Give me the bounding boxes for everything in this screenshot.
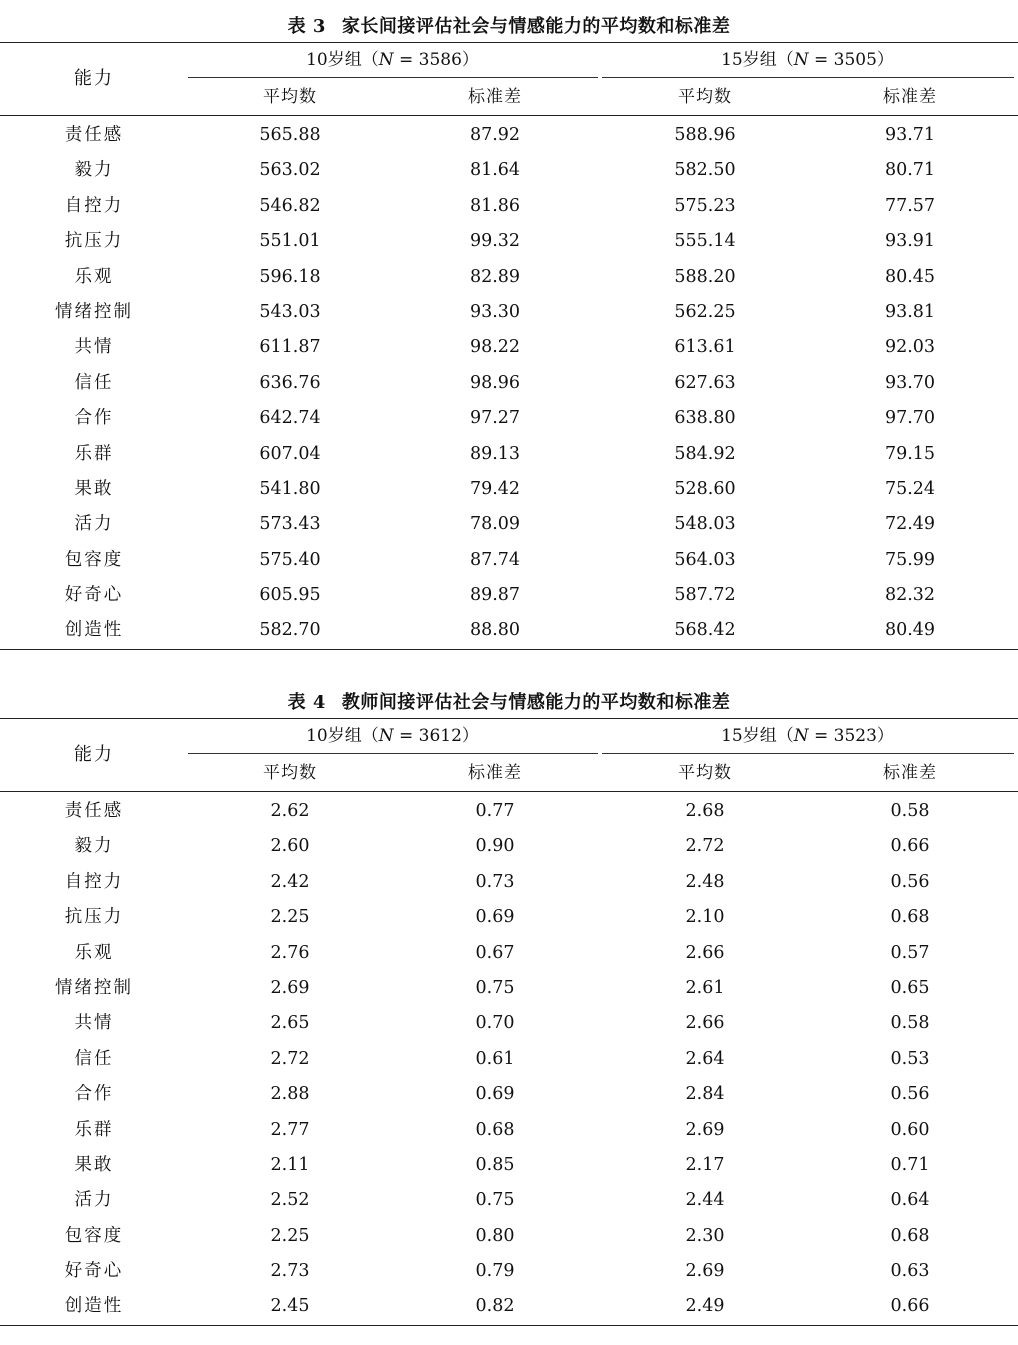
- header-group-10: [190, 43, 595, 79]
- table-row: [0, 1219, 1018, 1254]
- cell-sd-15: 80.49: [884, 620, 936, 641]
- cell-sd-10: 81.86: [469, 195, 521, 216]
- cell-sd-15: 0.58: [890, 1013, 930, 1034]
- cell-mean-10: 543.03: [259, 301, 321, 322]
- cell-sd-10: 87.74: [469, 549, 521, 570]
- cell-ability: 自控力: [64, 195, 124, 216]
- cell-sd-15: 93.71: [884, 125, 936, 145]
- cell-sd-15: 80.71: [884, 160, 936, 181]
- cell-sd-15: 92.03: [884, 337, 936, 358]
- cell-mean-10: 2.25: [270, 907, 310, 928]
- cell-mean-15: 2.66: [685, 942, 725, 963]
- cell-mean-10: 2.62: [270, 801, 310, 821]
- cell-sd-10: 82.89: [469, 266, 521, 287]
- cell-sd-10: 93.30: [469, 301, 521, 322]
- group-suffix: = 3586）: [393, 50, 479, 70]
- cell-sd-10: 0.75: [475, 977, 515, 998]
- cell-mean-10: 2.60: [270, 836, 310, 857]
- cell-mean-15: 568.42: [674, 620, 736, 641]
- cell-mean-10: 541.80: [259, 478, 321, 499]
- cell-mean-10: 607.04: [259, 443, 321, 464]
- table-row: [0, 507, 1018, 542]
- cell-sd-10: 88.80: [469, 620, 521, 641]
- cell-sd-10: 79.42: [469, 478, 521, 499]
- header-sd: 标准差: [883, 763, 937, 783]
- cell-sd-15: 80.45: [884, 266, 936, 287]
- cell-sd-15: 97.70: [884, 408, 936, 429]
- cell-mean-15: 2.17: [685, 1154, 725, 1175]
- cell-sd-10: 81.64: [469, 160, 521, 181]
- table-row: [0, 118, 1018, 153]
- cell-mean-10: 546.82: [259, 195, 321, 216]
- cell-sd-10: 0.70: [475, 1013, 515, 1034]
- group-underline: [602, 77, 1014, 78]
- table-row: [0, 794, 1018, 829]
- cell-mean-15: 584.92: [674, 443, 736, 464]
- cell-sd-15: 0.60: [890, 1119, 930, 1140]
- cell-sd-15: 75.24: [884, 478, 936, 499]
- header-group-15: [605, 719, 1010, 755]
- cell-sd-10: 0.67: [475, 942, 515, 963]
- group-suffix: = 3612）: [393, 726, 479, 746]
- table-row: [0, 1006, 1018, 1041]
- cell-ability: 乐观: [74, 266, 114, 287]
- group-prefix: 10岁组（: [306, 50, 379, 70]
- table-row: [0, 543, 1018, 578]
- table-row: [0, 295, 1018, 330]
- table-row: [0, 971, 1018, 1006]
- table-header: [0, 718, 1018, 792]
- table-row: [0, 472, 1018, 507]
- header-sd: 标准差: [468, 87, 522, 107]
- table-body: [0, 116, 1018, 650]
- cell-sd-15: 75.99: [884, 549, 936, 570]
- table-row: [0, 1183, 1018, 1218]
- cell-mean-15: 575.23: [674, 195, 736, 216]
- cell-mean-10: 605.95: [259, 585, 321, 606]
- table-row: [0, 189, 1018, 224]
- cell-mean-10: 582.70: [259, 620, 321, 641]
- cell-sd-15: 77.57: [884, 195, 936, 216]
- cell-ability: 情绪控制: [55, 301, 133, 322]
- cell-mean-10: 2.11: [270, 1154, 310, 1175]
- group-suffix: = 3523）: [808, 726, 894, 746]
- table-row: [0, 1148, 1018, 1183]
- cell-sd-10: 0.85: [475, 1154, 515, 1175]
- header-mean: 平均数: [678, 763, 732, 783]
- cell-mean-10: 2.73: [270, 1261, 310, 1282]
- table-row: [0, 900, 1018, 935]
- cell-mean-15: 2.66: [685, 1013, 725, 1034]
- cell-sd-15: 0.63: [890, 1261, 930, 1282]
- cell-sd-15: 0.66: [890, 836, 930, 857]
- cell-sd-15: 93.91: [884, 231, 936, 252]
- cell-sd-10: 0.69: [475, 907, 515, 928]
- table-title: 家长间接评估社会与情感能力的平均数和标准差: [341, 16, 731, 37]
- table-row: [0, 366, 1018, 401]
- group-n-symbol: N: [793, 50, 809, 70]
- cell-sd-10: 0.90: [475, 836, 515, 857]
- cell-ability: 责任感: [64, 125, 124, 145]
- table-number: 表 3: [287, 16, 326, 37]
- cell-ability: 合作: [74, 1084, 114, 1105]
- cell-sd-15: 0.71: [890, 1154, 930, 1175]
- header-group-10: [190, 719, 595, 755]
- cell-ability: 好奇心: [64, 585, 124, 606]
- cell-ability: 抗压力: [64, 231, 124, 252]
- table-3: [0, 12, 1018, 650]
- table-row: [0, 865, 1018, 900]
- table-row: [0, 578, 1018, 613]
- cell-mean-15: 562.25: [674, 301, 736, 322]
- cell-sd-10: 0.75: [475, 1190, 515, 1211]
- cell-sd-10: 0.73: [475, 871, 515, 892]
- cell-mean-10: 2.69: [270, 977, 310, 998]
- cell-mean-10: 642.74: [259, 408, 321, 429]
- cell-sd-10: 99.32: [469, 231, 521, 252]
- cell-ability: 抗压力: [64, 907, 124, 928]
- group-suffix: = 3505）: [808, 50, 894, 70]
- cell-mean-15: 548.03: [674, 514, 736, 535]
- cell-mean-10: 2.88: [270, 1084, 310, 1105]
- group-underline: [188, 753, 598, 754]
- cell-sd-10: 0.68: [475, 1119, 515, 1140]
- group-n-symbol: N: [378, 50, 394, 70]
- cell-ability: 责任感: [64, 801, 124, 821]
- cell-mean-10: 565.88: [259, 125, 321, 145]
- table-row: [0, 153, 1018, 188]
- group-n-symbol: N: [378, 726, 394, 746]
- table-header: [0, 42, 1018, 116]
- cell-mean-15: 627.63: [674, 372, 736, 393]
- cell-ability: 共情: [74, 337, 114, 358]
- table-row: [0, 1042, 1018, 1077]
- cell-sd-15: 0.56: [890, 871, 930, 892]
- table-row: [0, 1289, 1018, 1324]
- cell-ability: 果敢: [74, 1154, 114, 1175]
- cell-sd-10: 78.09: [469, 514, 521, 535]
- cell-mean-15: 613.61: [674, 337, 736, 358]
- cell-sd-15: 0.65: [890, 977, 930, 998]
- cell-mean-15: 2.44: [685, 1190, 725, 1211]
- table-caption: [0, 12, 1018, 42]
- cell-mean-10: 2.45: [270, 1296, 310, 1317]
- cell-ability: 毅力: [74, 836, 114, 857]
- cell-mean-10: 575.40: [259, 549, 321, 570]
- cell-sd-10: 89.13: [469, 443, 521, 464]
- cell-sd-10: 98.96: [469, 372, 521, 393]
- table-row: [0, 1113, 1018, 1148]
- cell-sd-15: 0.57: [890, 942, 930, 963]
- cell-mean-15: 588.96: [674, 125, 736, 145]
- cell-sd-10: 0.80: [475, 1225, 515, 1246]
- cell-ability: 创造性: [64, 1296, 124, 1317]
- cell-ability: 好奇心: [64, 1261, 124, 1282]
- cell-mean-15: 2.30: [685, 1225, 725, 1246]
- header-mean: 平均数: [263, 763, 317, 783]
- header-mean: 平均数: [678, 87, 732, 107]
- cell-mean-10: 573.43: [259, 514, 321, 535]
- table-row: [0, 1077, 1018, 1112]
- cell-ability: 活力: [74, 1190, 114, 1211]
- cell-mean-10: 2.72: [270, 1048, 310, 1069]
- cell-mean-15: 528.60: [674, 478, 736, 499]
- cell-sd-15: 0.58: [890, 801, 930, 821]
- header-ability: 能力: [74, 68, 114, 89]
- table-row: [0, 260, 1018, 295]
- cell-mean-15: 2.64: [685, 1048, 725, 1069]
- cell-sd-15: 0.64: [890, 1190, 930, 1211]
- cell-sd-15: 79.15: [884, 443, 936, 464]
- cell-mean-10: 2.25: [270, 1225, 310, 1246]
- cell-mean-10: 611.87: [259, 337, 321, 358]
- cell-mean-15: 2.68: [685, 801, 725, 821]
- cell-ability: 自控力: [64, 871, 124, 892]
- cell-ability: 包容度: [64, 549, 124, 570]
- table-row: [0, 829, 1018, 864]
- cell-sd-10: 98.22: [469, 337, 521, 358]
- cell-ability: 毅力: [74, 160, 114, 181]
- table-caption: [0, 688, 1018, 718]
- cell-mean-15: 2.69: [685, 1119, 725, 1140]
- cell-sd-10: 0.82: [475, 1296, 515, 1317]
- cell-mean-15: 2.61: [685, 977, 725, 998]
- header-mean: 平均数: [263, 87, 317, 107]
- cell-sd-15: 93.70: [884, 372, 936, 393]
- table-title: 教师间接评估社会与情感能力的平均数和标准差: [341, 692, 731, 713]
- cell-mean-15: 564.03: [674, 549, 736, 570]
- table-row: [0, 613, 1018, 648]
- table-body: [0, 792, 1018, 1326]
- group-n-symbol: N: [793, 726, 809, 746]
- cell-ability: 合作: [74, 408, 114, 429]
- cell-mean-10: 636.76: [259, 372, 321, 393]
- cell-mean-10: 2.42: [270, 871, 310, 892]
- cell-ability: 果敢: [74, 478, 114, 499]
- cell-mean-15: 2.72: [685, 836, 725, 857]
- cell-ability: 信任: [74, 372, 114, 393]
- header-sd: 标准差: [468, 763, 522, 783]
- cell-mean-15: 582.50: [674, 160, 736, 181]
- header-ability: 能力: [74, 744, 114, 765]
- group-prefix: 15岁组（: [721, 50, 794, 70]
- table-row: [0, 437, 1018, 472]
- cell-sd-15: 0.56: [890, 1084, 930, 1105]
- group-prefix: 15岁组（: [721, 726, 794, 746]
- table-row: [0, 330, 1018, 365]
- cell-mean-15: 2.84: [685, 1084, 725, 1105]
- cell-sd-15: 82.32: [884, 585, 936, 606]
- cell-mean-10: 596.18: [259, 266, 321, 287]
- table-4: [0, 688, 1018, 1326]
- cell-sd-10: 87.92: [469, 125, 521, 145]
- cell-sd-15: 93.81: [884, 301, 936, 322]
- cell-mean-10: 563.02: [259, 160, 321, 181]
- cell-mean-10: 2.65: [270, 1013, 310, 1034]
- cell-mean-15: 638.80: [674, 408, 736, 429]
- header-sd: 标准差: [883, 87, 937, 107]
- cell-sd-10: 0.77: [475, 801, 515, 821]
- cell-mean-10: 2.52: [270, 1190, 310, 1211]
- cell-ability: 活力: [74, 514, 114, 535]
- cell-mean-15: 2.48: [685, 871, 725, 892]
- table-row: [0, 224, 1018, 259]
- cell-sd-10: 97.27: [469, 408, 521, 429]
- cell-sd-15: 72.49: [884, 514, 936, 535]
- cell-mean-15: 587.72: [674, 585, 736, 606]
- cell-ability: 乐群: [74, 1119, 114, 1140]
- cell-sd-10: 0.69: [475, 1084, 515, 1105]
- cell-mean-15: 2.69: [685, 1261, 725, 1282]
- cell-mean-15: 2.10: [685, 907, 725, 928]
- table-row: [0, 936, 1018, 971]
- cell-sd-10: 0.79: [475, 1261, 515, 1282]
- cell-ability: 共情: [74, 1013, 114, 1034]
- cell-sd-10: 0.61: [475, 1048, 515, 1069]
- cell-mean-10: 551.01: [259, 231, 321, 252]
- cell-sd-15: 0.68: [890, 1225, 930, 1246]
- cell-ability: 乐观: [74, 942, 114, 963]
- cell-mean-15: 588.20: [674, 266, 736, 287]
- header-group-15: [605, 43, 1010, 79]
- cell-ability: 创造性: [64, 620, 124, 641]
- group-prefix: 10岁组（: [306, 726, 379, 746]
- group-underline: [602, 753, 1014, 754]
- table-number: 表 4: [287, 692, 326, 713]
- cell-sd-15: 0.68: [890, 907, 930, 928]
- cell-ability: 信任: [74, 1048, 114, 1069]
- cell-mean-15: 2.49: [685, 1296, 725, 1317]
- table-row: [0, 401, 1018, 436]
- cell-mean-10: 2.76: [270, 942, 310, 963]
- cell-mean-15: 555.14: [674, 231, 736, 252]
- cell-ability: 包容度: [64, 1225, 124, 1246]
- table-row: [0, 1254, 1018, 1289]
- cell-sd-15: 0.66: [890, 1296, 930, 1317]
- cell-ability: 情绪控制: [55, 977, 133, 998]
- cell-sd-15: 0.53: [890, 1048, 930, 1069]
- cell-mean-10: 2.77: [270, 1119, 310, 1140]
- cell-sd-10: 89.87: [469, 585, 521, 606]
- group-underline: [188, 77, 598, 78]
- cell-ability: 乐群: [74, 443, 114, 464]
